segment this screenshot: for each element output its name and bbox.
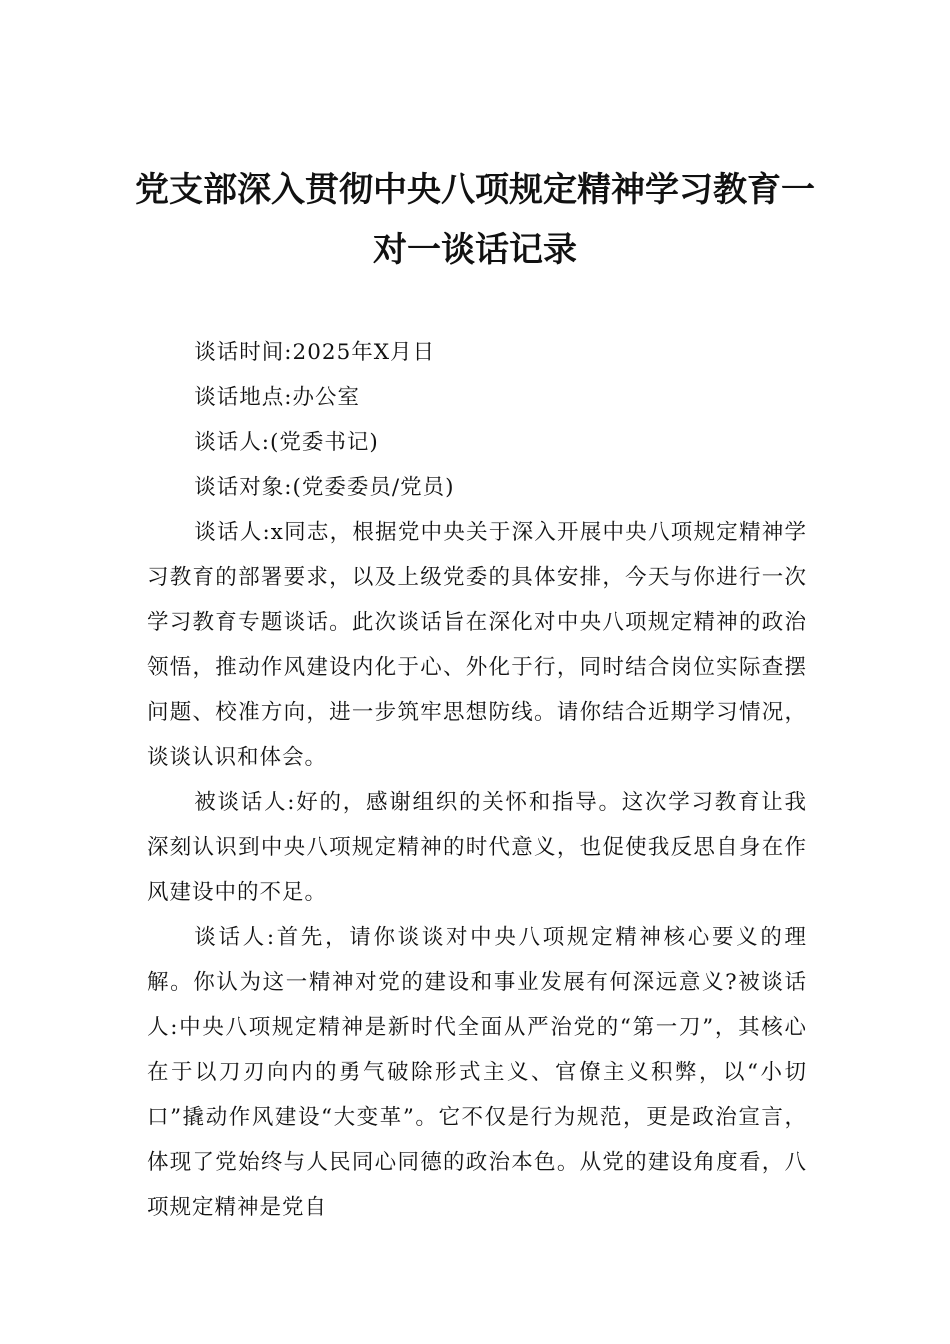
document-body — [147, 330, 807, 1230]
paragraph: 被谈话人:好的，感谢组织的关怀和指导。这次学习教育让我深刻认识到中央八项规定精神的时代意义，也促使我反思自身在作风建设中的不足。 — [147, 790, 807, 905]
meta-speaker: 谈话人:(党委书记) — [194, 430, 379, 455]
paragraph: 谈话人:首先，请你谈谈对中央八项规定精神核心要义的理解。你认为这一精神对党的建设和事业发展有何深远意义?被谈话人:中央八项规定精神是新时代全面从严治党的“第一刀”，其核心在于以刀刃向内的勇气破除形式主义、官僚主义积弊，以“小切口”撬动作风建设“大变革”。它不仅是行为规范，更是政治宣言，体现了党始终与人民同心同德的政治本色。从党的建设角度看，八项规定精神是党自 — [147, 925, 807, 1220]
paragraph: 谈话人:x同志，根据党中央关于深入开展中央八项规定精神学习教育的部署要求，以及上级党委的具体安排，今天与你进行一次学习教育专题谈话。此次谈话旨在深化对中央八项规定精神的政治领悟，推动作风建设内化于心、外化于行，同时结合岗位实际查摆问题、校准方向，进一步筑牢思想防线。请你结合近期学习情况，谈谈认识和体会。 — [147, 520, 807, 770]
document-title: 党支部深入贯彻中央八项规定精神学习教育一对一谈话记录 — [135, 170, 815, 270]
meta-time: 谈话时间:2025年X月日 — [194, 340, 436, 365]
meta-place: 谈话地点:办公室 — [194, 385, 361, 410]
meta-target: 谈话对象:(党委委员/党员) — [194, 475, 455, 500]
